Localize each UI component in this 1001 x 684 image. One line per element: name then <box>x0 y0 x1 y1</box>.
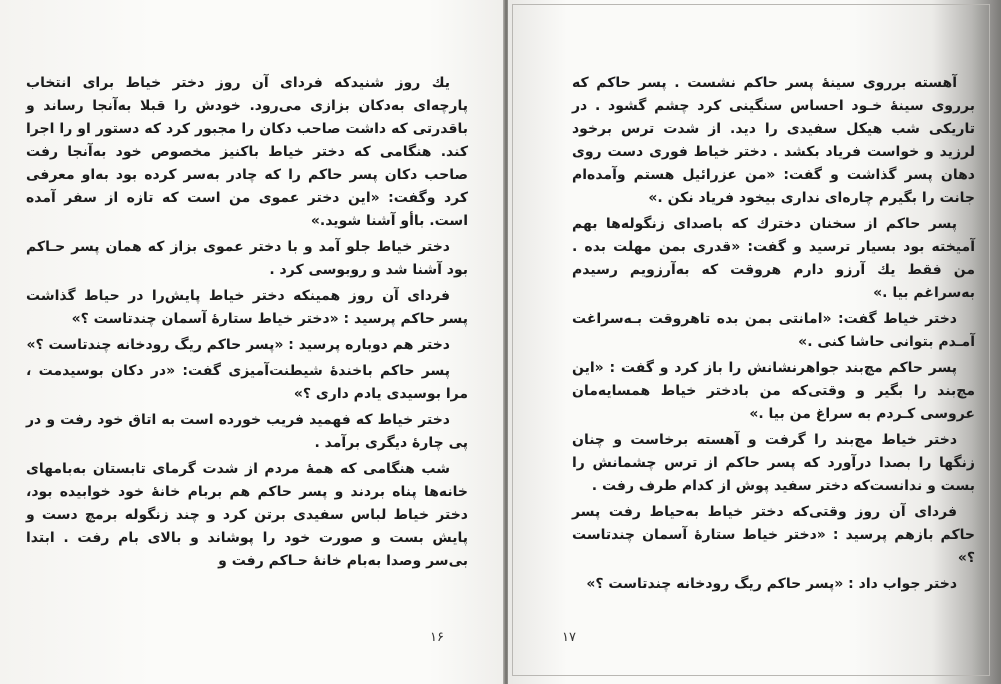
left-page-text <box>26 72 468 576</box>
paragraph: يك روز شنيدكه فرداى آن روز دختر خياط براى انتخاب پارچه‌اى به‌دكان بزازى مى‌رود. خودش را قبلا به‌آنجا رساند و باقدرتى كه داشت صاحب دكان را مجبور كرد كه دستور او را اجرا كند. هنگامى كه دختر خياط باكنيز مخصوص خود به‌آنجا رفت صاحب دكان پسر حاكم را كه چادر به‌سر كرده بود به‌او معرفى كرد وگفت: «اين دختر عموى من است كه تازه از سفر آمده است. باأو آشنا شويد.» <box>26 75 468 229</box>
paragraph: دختر هم دوباره پرسيد : «پسر حاكم ريگ رودخانه چندتاست ؟» <box>26 337 450 353</box>
paragraph: دختر خياط گفت: «امانتى بمن بده تاهروقت بـه‌سراغت آمـدم بتوانى حاشا كنى .» <box>572 311 975 350</box>
paragraph: آهسته برروى سينهٔ پسر حاكم نشست . پسر حاكم كه برروى سينهٔ خـود احساس سنگينى كرد چشم گشود . در تاريكى شب هيكل سفيدى را ديد. از شدت ترس برخود لرزيد و خواست فرياد بكشد . دختر خياط فورى دست روى دهان پسر گذاشت و گفت: «من عزرائيل هستم وآمده‌ام جانت را بگيرم چاره‌اى ندارى بيخود فرياد نكن .» <box>572 75 975 206</box>
paragraph: دختر جواب داد : «پسر حاكم ريگ رودخانه چندتاست ؟» <box>586 576 957 592</box>
paragraph: پسر حاكم مچ‌بند جواهرنشانش را باز كرد و گفت : «اين مچ‌بند را بگير و وقتى‌كه من بادختر خياط همسايه‌مان عروسى كـردم به سراغ من بيا .» <box>572 360 975 422</box>
paragraph: شب هنگامى كه همهٔ مردم از شدت گرماى تابستان به‌بامهاى خانه‌ها پناه بردند و پسر حاكم هم بربام خانهٔ خود خوابيده بود، دختر خياط لباس سفيدى برتن كرد و چند زنگوله برمچ دست و پايش بست و صورت خود را پوشاند و بالاى بام رفت . ابتدا بى‌سر وصدا به‌بام خانهٔ حـاكم رفت و <box>26 461 468 569</box>
paragraph: پسر حاكم باخندهٔ شيطنت‌آميزى گفت: «در دكان بوسيدمت ، مرا بوسيدى يادم دارى ؟» <box>26 363 468 402</box>
paragraph: پسر حاكم از سخنان دخترك كه باصداى زنگوله‌ها بهم آميخته بود بسيار ترسيد و گفت: «قدرى بمن مهلت بده . من فقط يك آرزو دارم هروقت كه به‌آرزويم رسيدم به‌سراغم بيا .» <box>572 216 975 301</box>
paragraph: دختر خياط جلو آمد و با دختر عموى بزاز كه همان پسر حـاكم بود آشنا شد و روبوسى كرد . <box>26 239 468 278</box>
page-number: ۱۶ <box>430 630 444 645</box>
right-page-text <box>572 72 975 599</box>
right-page <box>508 0 1001 684</box>
page-number: ۱۷ <box>562 630 576 645</box>
paragraph: فرداى آن روز وقتى‌كه دختر خياط به‌حياط رفت پسر حاكم بازهم پرسيد : «دختر خياط ستارهٔ آسمان چندتاست ؟» <box>572 504 975 566</box>
paragraph: فرداى آن روز همينكه دختر خياط پايش‌را در حياط گذاشت پسر حاكم پرسيد : «دختر خياط ستارهٔ آسمان چندتاست ؟» <box>26 288 468 327</box>
paragraph: دختر خياط كه فهميد فريب خورده است به اتاق خود رفت و در پى چارهٔ ديگرى برآمد . <box>26 412 468 451</box>
paragraph: دختر خياط مچ‌بند را گرفت و آهسته برخاست و چنان زنگها را بصدا درآورد كه پسر حاكم از ترس چشمانش را بست و ندانست‌كه دختر سفيد پوش از كدام طرف رفت . <box>572 432 975 494</box>
